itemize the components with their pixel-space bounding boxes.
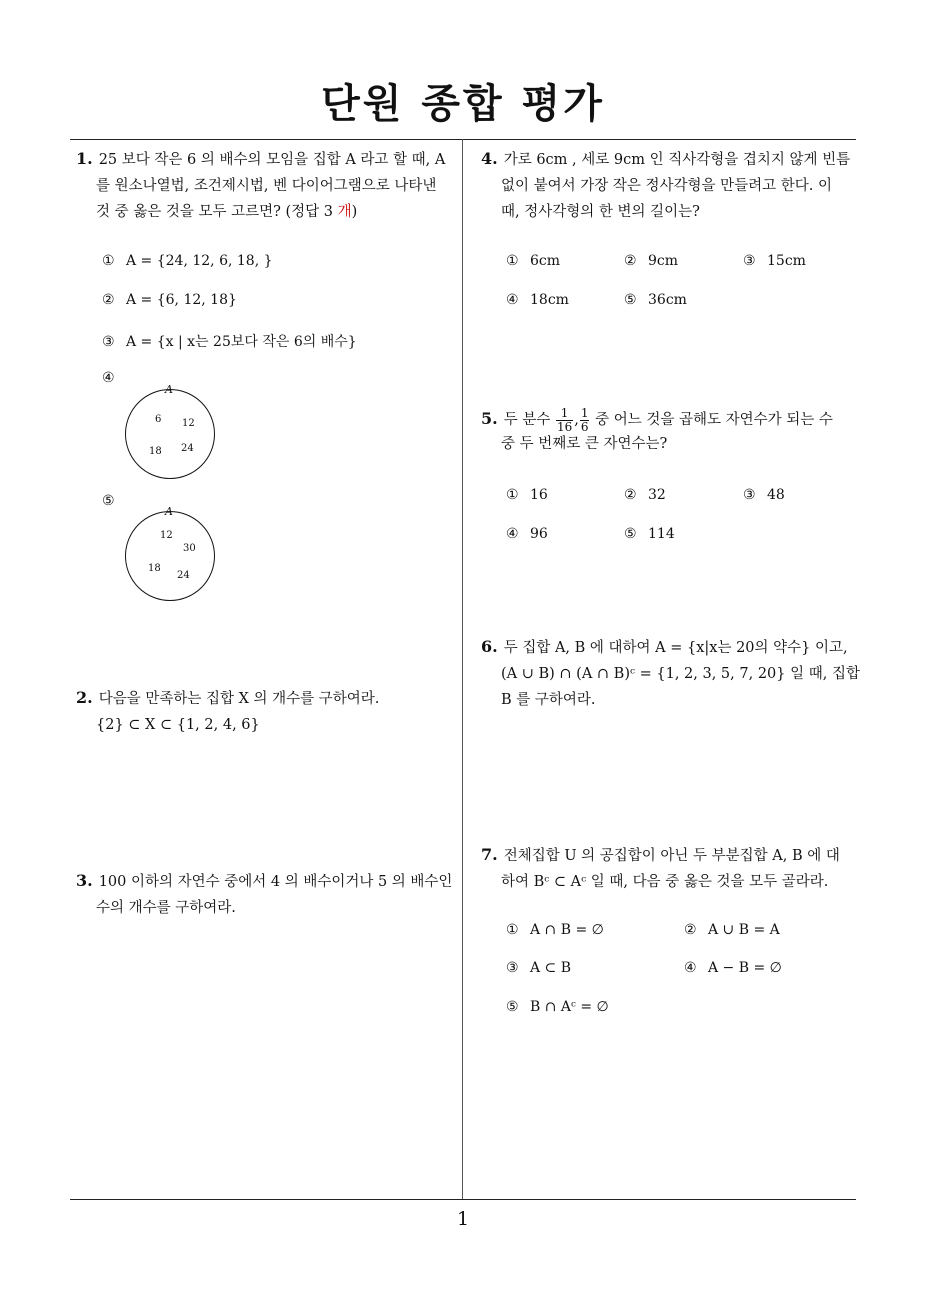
top-rule [70, 139, 856, 140]
venn-element: 18 [148, 563, 161, 574]
venn-set-label: A [165, 383, 173, 396]
question-text-line: 것 중 옳은 것을 모두 고르면? (정답 3 개) [96, 204, 358, 220]
venn-element: 12 [182, 418, 195, 429]
question-number: 7. [481, 845, 498, 864]
option-5[interactable]: ⑤ 114 [624, 526, 675, 542]
question-3 [76, 868, 456, 921]
question-text-line: B 를 구하여라. [501, 692, 596, 708]
option-3[interactable]: ③ A = {x | x는 25보다 작은 6의 배수} [102, 334, 357, 350]
option-2[interactable]: ② A = {6, 12, 18} [102, 292, 237, 308]
question-2 [76, 685, 456, 738]
fraction: $\frac{1}{6}$ [580, 405, 589, 434]
option-4[interactable]: ④ A − B = ∅ [684, 960, 782, 976]
question-text-line: 100 이하의 자연수 중에서 4 의 배수이거나 5 의 배수인 [98, 874, 453, 890]
question-number: 3. [76, 871, 93, 890]
question-text: 중 어느 것을 곱해도 자연수가 되는 수 [595, 412, 833, 428]
question-text-line: 중 두 번째로 큰 자연수는? [501, 436, 668, 452]
option-2[interactable]: ② 32 [624, 487, 666, 503]
page-number: 1 [456, 1208, 470, 1230]
venn-element: 24 [177, 570, 190, 581]
question-text-line: 다음을 만족하는 집합 X 의 개수를 구하여라. [98, 691, 380, 707]
option-3[interactable]: ③ 15cm [743, 253, 806, 269]
question-4 [481, 146, 861, 225]
option-1[interactable]: ① 6cm [506, 253, 561, 269]
option-4[interactable]: ④ [102, 370, 115, 386]
page-title: 단원 종합 평가 [321, 81, 605, 127]
venn-element: 18 [149, 446, 162, 457]
option-4[interactable]: ④ 18cm [506, 292, 569, 308]
venn-circle [125, 511, 215, 601]
question-text-line: 전체집합 U 의 공집합이 아닌 두 부분집합 A, B 에 대 [503, 848, 840, 864]
venn-element: 6 [155, 414, 162, 425]
column-separator [462, 139, 463, 1200]
question-6 [481, 634, 861, 713]
question-1 [76, 146, 456, 225]
option-4[interactable]: ④ 96 [506, 526, 548, 542]
bottom-rule [70, 1199, 856, 1200]
option-5[interactable]: ⑤ [102, 493, 115, 509]
question-text-line: 때, 정사각형의 한 변의 길이는? [501, 204, 700, 220]
question-text-line: 25 보다 작은 6 의 배수의 모임을 집합 A 라고 할 때, A [98, 152, 446, 168]
fraction: $\frac{1}{16}$ [556, 405, 573, 434]
question-text-line: 하여 Bᶜ ⊂ Aᶜ 일 때, 다음 중 옳은 것을 모두 골라라. [501, 874, 829, 890]
question-7 [481, 842, 861, 895]
option-2[interactable]: ② 9cm [624, 253, 679, 269]
question-number: 5. [481, 409, 498, 428]
question-number: 6. [481, 637, 498, 656]
question-number: 2. [76, 688, 93, 707]
question-text-line: (A ∪ B) ∩ (A ∩ B)ᶜ = {1, 2, 3, 5, 7, 20} 일 때, 집합 [501, 666, 860, 682]
option-1[interactable]: ① 16 [506, 487, 548, 503]
option-5[interactable]: ⑤ B ∩ Aᶜ = ∅ [506, 999, 609, 1015]
option-3[interactable]: ③ A ⊂ B [506, 960, 572, 976]
question-text-line: 수의 개수를 구하여라. [96, 900, 236, 916]
option-1[interactable]: ① A ∩ B = ∅ [506, 922, 604, 938]
option-1[interactable]: ① A = {24, 12, 6, 18, } [102, 253, 273, 269]
venn-element: 12 [160, 530, 173, 541]
venn-circle [125, 389, 215, 479]
question-5: 5. 두 분수 $\frac{1}{16}$ , $\frac{1}{6}$ 중 어느 것을 곱해도 자연수가 되는 수 중 두 번째로 큰 자연수는? [481, 402, 861, 457]
option-2[interactable]: ② A ∪ B = A [684, 922, 780, 938]
venn-element: 24 [181, 443, 194, 454]
option-5[interactable]: ⑤ 36cm [624, 292, 687, 308]
question-text: 두 분수 [503, 412, 551, 428]
question-text-line: 없이 붙여서 가장 작은 정사각형을 만들려고 한다. 이 [501, 178, 833, 194]
set-condition: {2} ⊂ X ⊂ {1, 2, 4, 6} [96, 717, 260, 733]
question-text-line: 두 집합 A, B 에 대하여 A = {x|x는 20의 약수} 이고, [503, 640, 848, 656]
question-text-line: 를 원소나열법, 조건제시법, 벤 다이어그램으로 나타낸 [96, 178, 437, 194]
option-3[interactable]: ③ 48 [743, 487, 785, 503]
question-number: 4. [481, 149, 498, 168]
question-text-line: 가로 6cm , 세로 9cm 인 직사각형을 겹치지 않게 빈틈 [503, 152, 851, 168]
venn-set-label: A [165, 505, 173, 518]
venn-element: 30 [183, 543, 196, 554]
question-number: 1. [76, 149, 93, 168]
